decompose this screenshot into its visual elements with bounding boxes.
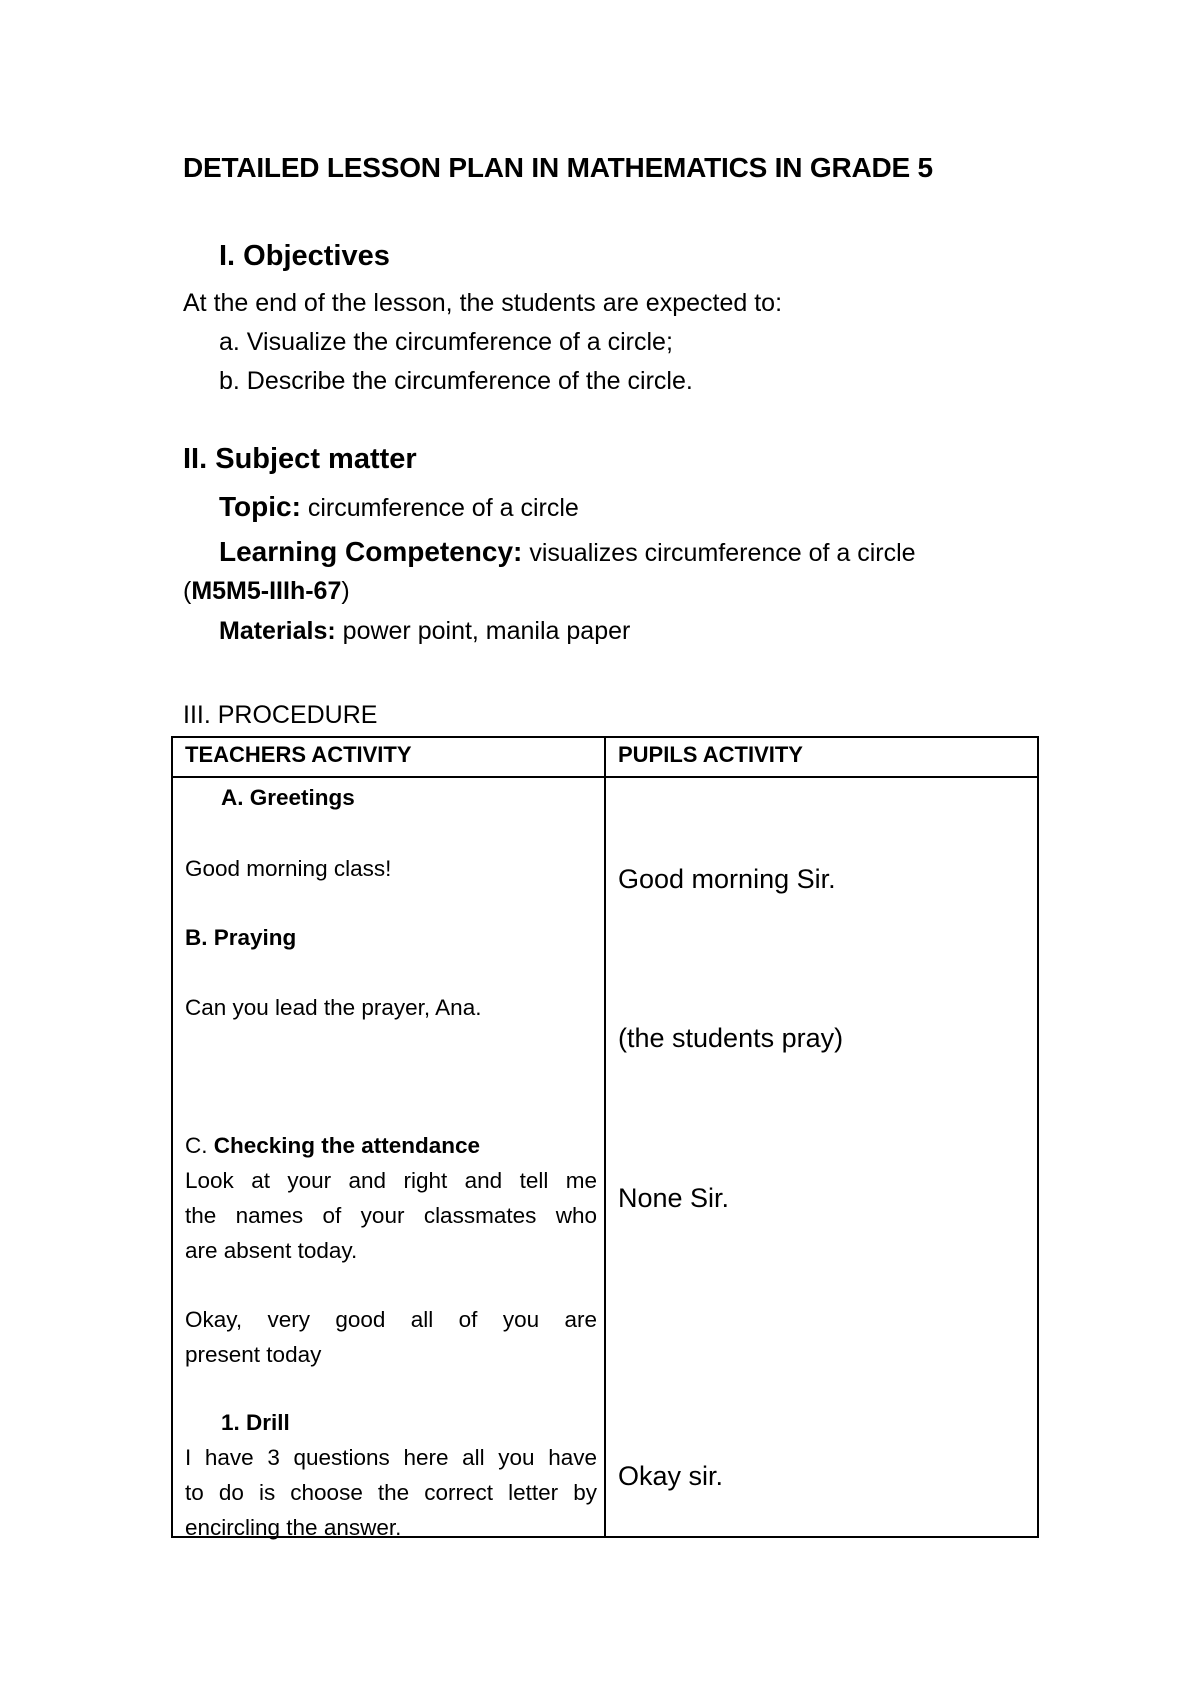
pupils-activity-header: PUPILS ACTIVITY (605, 737, 1038, 777)
drill-line-1: I have 3 questions here all you have (185, 1445, 597, 1470)
pupil-drill-reply: Okay sir. (618, 1461, 724, 1491)
competency-line (219, 536, 916, 568)
objective-item-a: a. Visualize the circumference of a circle; (219, 328, 673, 356)
attendance-heading: Checking the attendance (213, 1133, 481, 1158)
pupil-prayer-reply: (the students pray) (618, 1023, 844, 1053)
greetings-text: Good morning class! (185, 856, 392, 881)
document-title: DETAILED LESSON PLAN IN MATHEMATICS IN GRADE 5 (183, 152, 933, 183)
present-line-2: present today (185, 1342, 322, 1367)
praying-heading: B. Praying (185, 925, 297, 950)
attendance-heading-line (185, 1128, 597, 1163)
drill-line-3: encircling the answer. (185, 1515, 402, 1540)
pupil-greeting-reply: Good morning Sir. (618, 864, 836, 894)
attendance-prefix: C. (185, 1133, 214, 1158)
code-close-paren: ) (341, 577, 350, 605)
attendance-line-3: are absent today. (185, 1238, 358, 1263)
teachers-activity-header: TEACHERS ACTIVITY (172, 737, 605, 777)
present-line-1: Okay, very good all of you are (185, 1307, 597, 1332)
competency-code: M5M5-IIIh-67 (191, 577, 342, 605)
procedure-table (171, 736, 1039, 1538)
teachers-activity-cell (172, 777, 605, 1540)
topic-label: Topic: (219, 491, 301, 522)
procedure-table-body-row (172, 777, 1038, 1537)
procedure-heading: III. PROCEDURE (183, 701, 378, 729)
code-open-paren: ( (183, 577, 192, 605)
materials-value: power point, manila paper (335, 617, 631, 645)
pupil-attendance-reply: None Sir. (618, 1183, 730, 1213)
materials-line (219, 617, 630, 646)
objectives-intro: At the end of the lesson, the students are expected to: (183, 289, 783, 317)
objective-item-b: b. Describe the circumference of the circle. (219, 367, 693, 395)
competency-label: Learning Competency: (219, 536, 523, 567)
competency-value: visualizes circumference of a circle (522, 539, 916, 567)
topic-value: circumference of a circle (300, 494, 579, 522)
drill-line-2: to do is choose the correct letter by (185, 1480, 597, 1505)
pupils-activity-cell (605, 777, 1038, 1537)
procedure-table-header-row (172, 737, 1038, 777)
praying-text: Can you lead the prayer, Ana. (185, 995, 482, 1020)
topic-line (219, 491, 579, 523)
competency-code-line (183, 577, 350, 606)
subject-matter-heading: II. Subject matter (183, 443, 417, 475)
drill-heading: 1. Drill (221, 1410, 290, 1435)
attendance-line-2: the names of your classmates who (185, 1203, 597, 1228)
attendance-line-1: Look at your and right and tell me (185, 1168, 597, 1193)
materials-label: Materials: (219, 617, 336, 645)
greetings-heading: A. Greetings (221, 785, 355, 810)
objectives-heading: I. Objectives (219, 240, 390, 272)
